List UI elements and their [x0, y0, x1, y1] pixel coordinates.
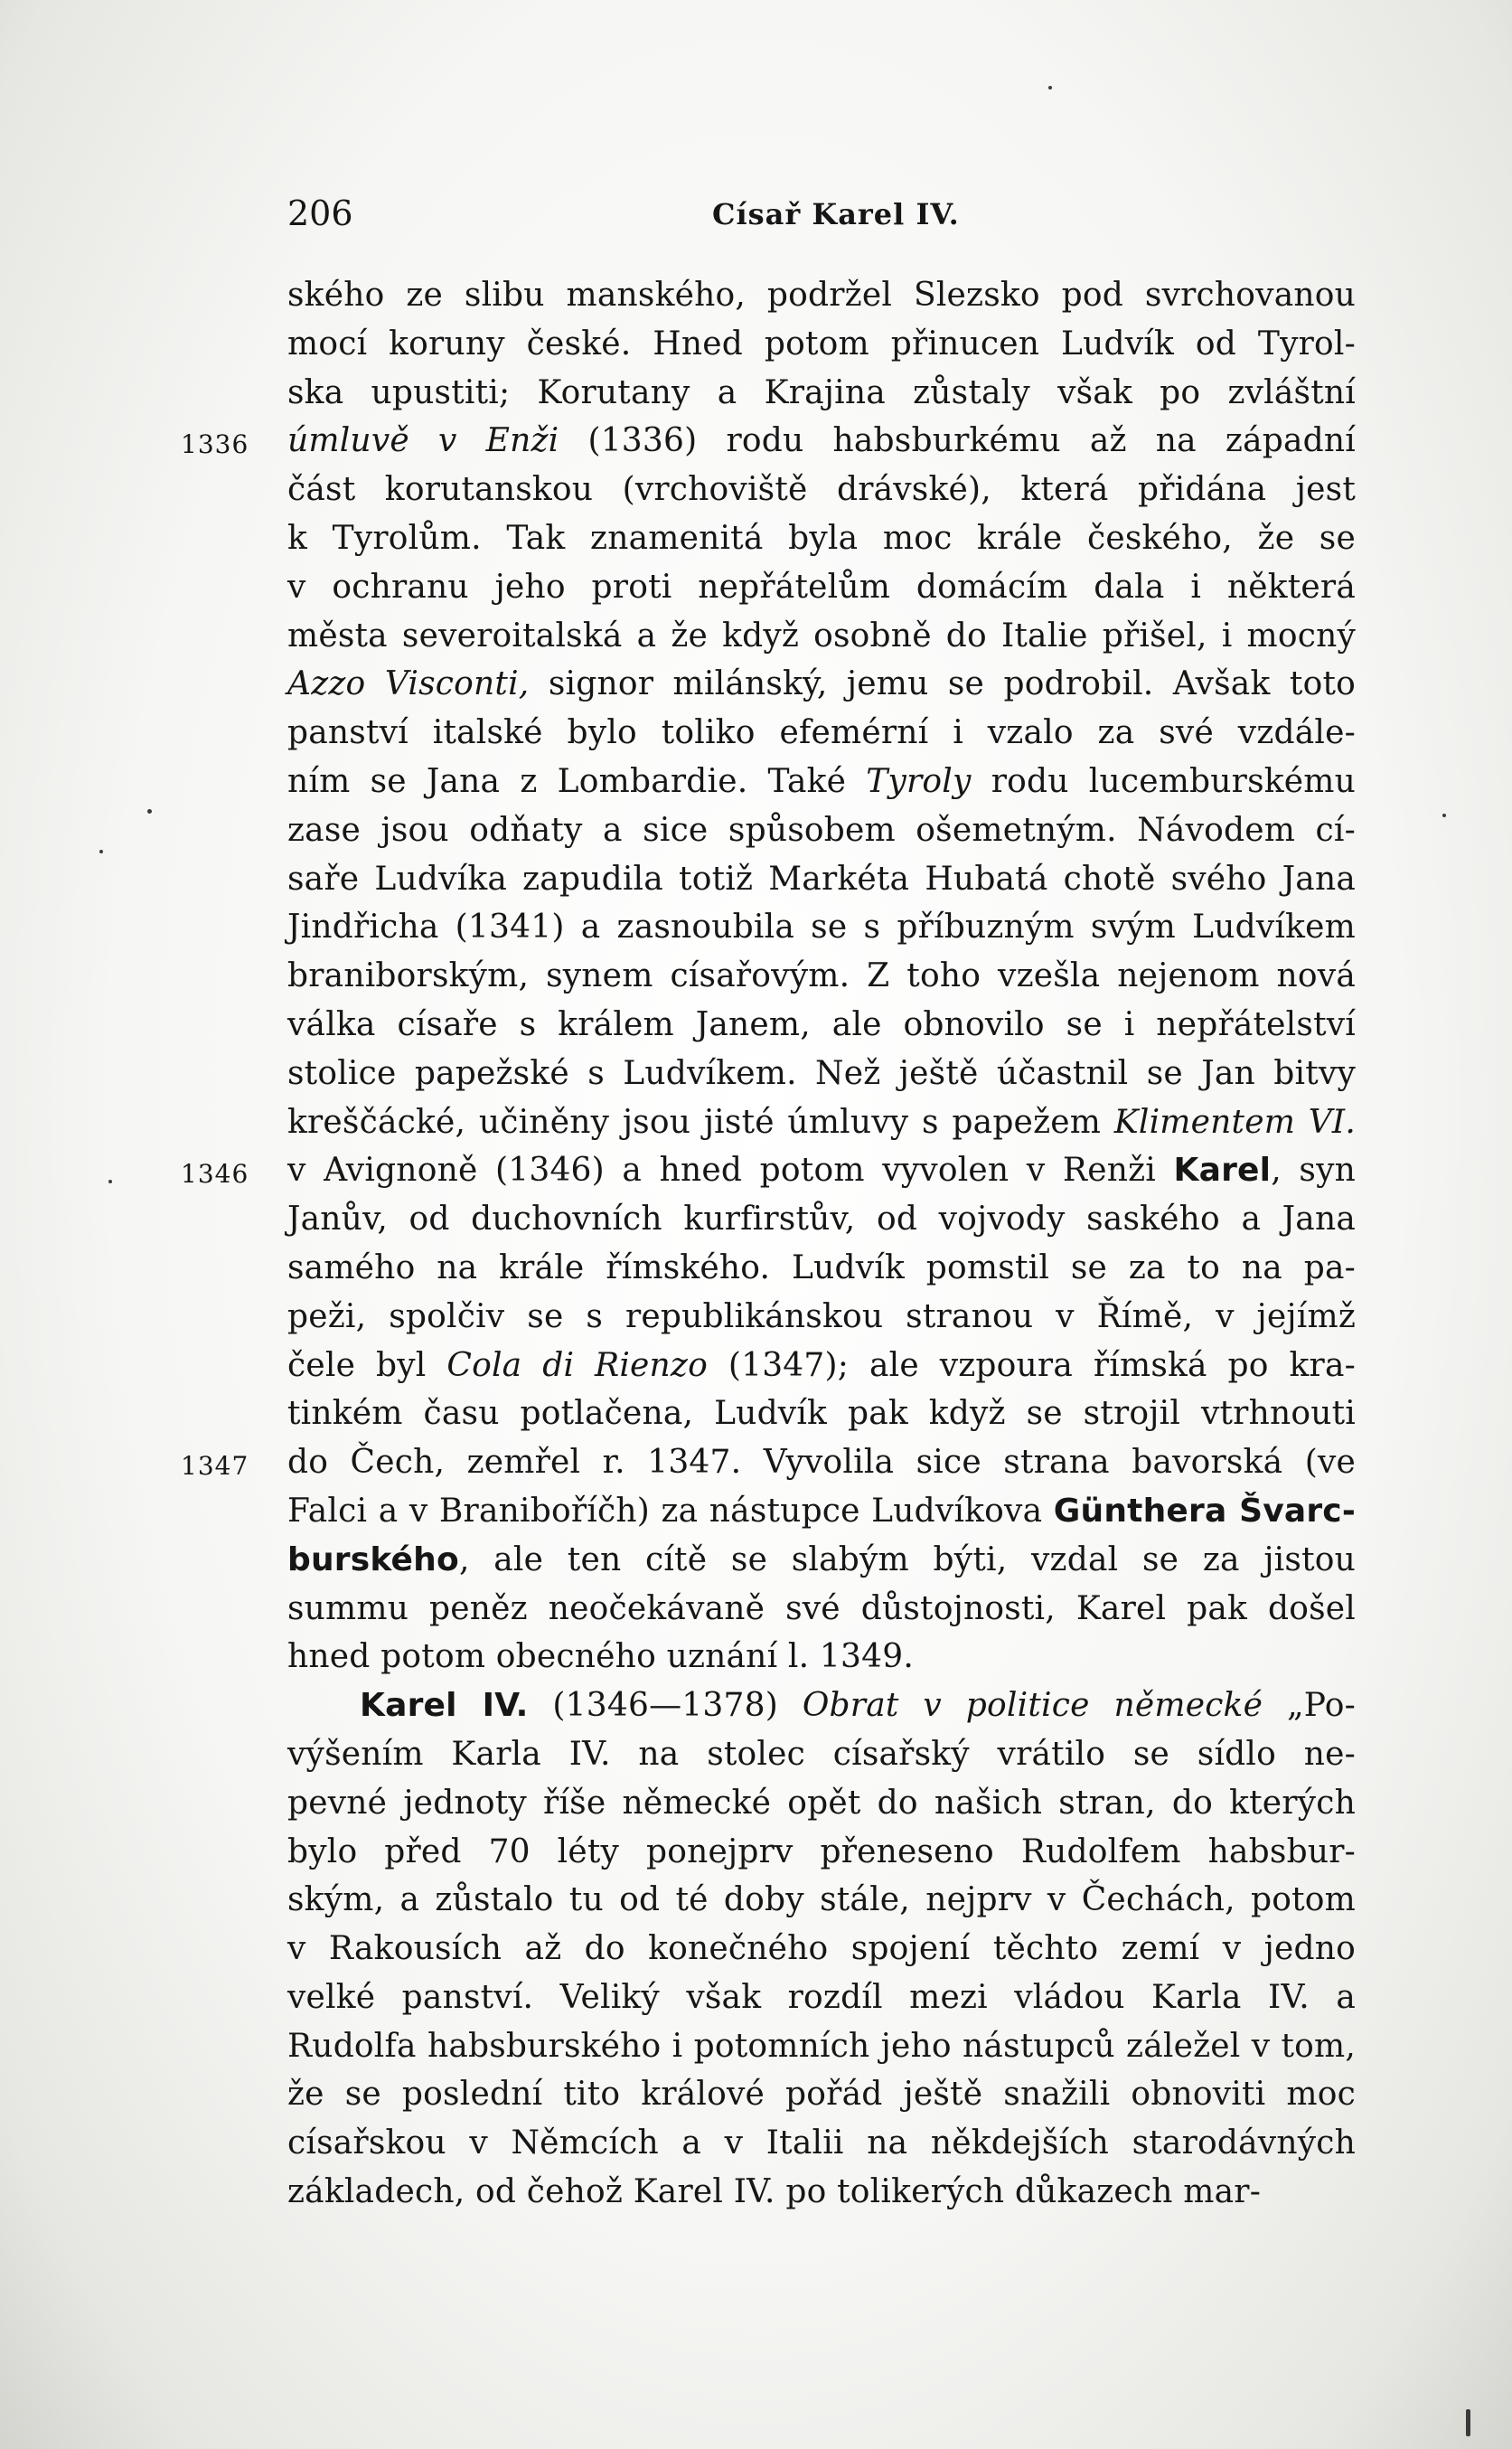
ink-speck	[1048, 86, 1052, 89]
line-text: čele byl	[287, 1346, 447, 1384]
bold-name: burského	[287, 1540, 459, 1578]
line-text: císařskou v Němcích a v Italii na někdejších starodávných	[287, 2124, 1356, 2162]
text-line	[287, 855, 1356, 904]
line-text: rodu lucemburskému	[971, 762, 1356, 800]
margin-year: 1347	[181, 1451, 249, 1482]
text-line	[287, 1342, 1356, 1390]
line-text: ského ze slibu manského, podržel Slezsko pod svrchovanou	[287, 277, 1356, 314]
text-line	[287, 612, 1356, 661]
line-text: v Rakousích až do konečného spojení těchto zemí v jedno	[287, 1930, 1356, 1968]
line-text: že se poslední tito králové pořád ještě snažili obnoviti moc	[287, 2076, 1356, 2114]
text-line	[287, 1585, 1356, 1634]
line-text: Rudolfa habsburského i potomních jeho nástupců záležel v tom,	[287, 2027, 1356, 2065]
line-text: hned potom obecného uznání l. 1349.	[287, 1638, 914, 1676]
line-text: část korutanskou (vrchoviště drávské), která přidána jest	[287, 471, 1356, 509]
text-line	[287, 903, 1356, 952]
text-line	[287, 1244, 1356, 1293]
text-line	[287, 1925, 1356, 1973]
ink-speck	[99, 850, 103, 853]
text-line	[287, 563, 1356, 612]
ink-speck	[1442, 814, 1446, 817]
italic-text: Klimentem VI.	[1113, 1103, 1356, 1141]
line-text: stolice papežské s Ludvíkem. Než ještě účastnil se Jan bitvy	[287, 1054, 1356, 1092]
bold-name: Günthera Švarc-	[1053, 1492, 1356, 1530]
text-line	[287, 466, 1356, 514]
line-text: Janův, od duchovních kurfirstův, od vojvody saského a Jana	[287, 1201, 1356, 1239]
line-text: velké panství. Veliký však rozdíl mezi vládou Karla IV. a	[287, 1978, 1356, 2016]
ink-speck	[1466, 2409, 1470, 2436]
text-line	[287, 952, 1356, 1001]
line-text: (1347); ale vzpoura římská po kra-	[707, 1346, 1356, 1384]
line-text: samého na krále římského. Ludvík pomstil se za to na pa-	[287, 1248, 1356, 1286]
bold-name: Karel IV.	[360, 1687, 529, 1725]
text-line	[287, 1487, 1356, 1536]
line-text: ským, a zůstalo tu od té doby stále, nejprv v Čechách, potom	[287, 1881, 1356, 1919]
line-text: zase jsou odňaty a sice spůsobem ošemetným. Návodem cí-	[287, 811, 1356, 849]
ink-speck	[108, 1180, 112, 1183]
line-text: tinkém času potlačena, Ludvík pak když se strojil vtrhnouti	[287, 1395, 1356, 1433]
text-line	[287, 1389, 1356, 1438]
text-line	[287, 271, 1356, 320]
line-text: Jindřicha (1341) a zasnoubila se s příbuzným svým Ludvíkem	[287, 909, 1356, 947]
text-line	[181, 1438, 1356, 1487]
text-line	[287, 709, 1356, 758]
line-text: výšením Karla IV. na stolec císařský vrátilo se sídlo ne-	[287, 1735, 1356, 1773]
text-line	[181, 417, 1357, 466]
line-text: ska upustiti; Korutany a Krajina zůstaly však po zvláštní	[287, 373, 1356, 411]
line-text: válka císaře s králem Janem, ale obnovilo se i nepřátelství	[287, 1005, 1356, 1043]
line-text: základech, od čehož Karel IV. po tolikerých důkazech mar-	[287, 2173, 1262, 2211]
line-text: mocí koruny české. Hned potom přinucen Ludvík od Tyrol-	[287, 325, 1356, 363]
line-text: v Avignoně (1346) a hned potom vyvolen v Renži	[287, 1152, 1174, 1190]
text-line	[287, 369, 1356, 418]
line-text: panství italské bylo toliko efemérní i vzalo za své vzdále-	[287, 714, 1356, 752]
text-line	[287, 2070, 1356, 2119]
text-line	[287, 1973, 1356, 2022]
text-line	[287, 758, 1356, 806]
running-title: Císař Karel IV.	[712, 197, 960, 231]
text-line	[287, 2168, 1356, 2217]
page-number: 206	[287, 193, 353, 233]
body-text	[181, 271, 1357, 2217]
line-text: k Tyrolům. Tak znamenitá byla moc krále českého, že se	[287, 519, 1356, 557]
text-line	[287, 1876, 1356, 1925]
text-line	[287, 2022, 1356, 2071]
line-text: v ochranu jeho proti nepřátelům domácím dala i některá	[287, 568, 1356, 606]
line-text: kreščácké, učiněny jsou jisté úmluvy s papežem	[287, 1103, 1114, 1141]
text-line	[287, 1001, 1356, 1050]
line-text: bylo před 70 léty ponejprv přeneseno Rudolfem habsbur-	[287, 1832, 1356, 1870]
text-line	[287, 1828, 1356, 1877]
text-line	[287, 806, 1356, 855]
line-text: peži, spolčiv se s republikánskou stranou v Římě, v jejímž	[287, 1297, 1356, 1335]
text-line	[287, 1681, 1356, 1730]
margin-year: 1346	[181, 1159, 249, 1190]
line-text: , syn	[1271, 1152, 1356, 1190]
text-line	[287, 1098, 1356, 1147]
bold-name: Karel	[1173, 1152, 1272, 1190]
line-text: summu peněz neočekávaně své důstojnosti, Karel pak došel	[287, 1589, 1356, 1627]
line-text: „Po-	[1263, 1687, 1356, 1725]
text-line	[287, 514, 1356, 563]
line-text: ním se Jana z Lombardie. Také	[287, 762, 867, 800]
ink-speck	[147, 809, 152, 814]
text-line	[287, 1779, 1356, 1828]
text-line	[287, 1195, 1356, 1244]
text-line	[287, 1730, 1356, 1779]
line-text: města severoitalská a že když osobně do Italie přišel, i mocný	[287, 617, 1356, 655]
text-line	[287, 320, 1356, 369]
italic-text: Cola di Rienzo	[446, 1346, 708, 1384]
italic-text: Obrat v politice německé	[802, 1687, 1263, 1725]
italic-text: Azzo Visconti,	[287, 665, 530, 703]
text-line	[287, 1536, 1356, 1585]
text-line	[287, 1633, 1356, 1681]
italic-text: úmluvě v Enži	[287, 422, 559, 460]
text-line	[287, 1050, 1356, 1098]
text-line	[287, 660, 1356, 709]
line-text: pevné jednoty říše německé opět do našich stran, do kterých	[287, 1784, 1356, 1822]
line-text: saře Ludvíka zapudila totiž Markéta Hubatá chotě svého Jana	[287, 860, 1356, 898]
line-text: , ale ten cítě se slabým býti, vzdal se za jistou	[458, 1540, 1356, 1578]
text-line	[181, 1146, 1356, 1195]
line-text: braniborským, synem císařovým. Z toho vzešla nejenom nová	[287, 957, 1356, 995]
text-line	[287, 2119, 1356, 2168]
margin-year: 1336	[181, 429, 249, 460]
page-header	[287, 188, 1356, 242]
text-line	[287, 1293, 1356, 1342]
italic-text: Tyroly	[866, 762, 972, 800]
line-text: Falci a v Braniboříčh) za nástupce Ludvíkova	[287, 1492, 1054, 1530]
line-text: do Čech, zemřel r. 1347. Vyvolila sice strana bavorská (ve	[287, 1444, 1356, 1482]
line-text: signor milánský, jemu se podrobil. Avšak toto	[529, 665, 1356, 703]
line-text: (1346—1378)	[528, 1687, 803, 1725]
line-text: (1336) rodu habsburkému až na západní	[559, 422, 1357, 460]
